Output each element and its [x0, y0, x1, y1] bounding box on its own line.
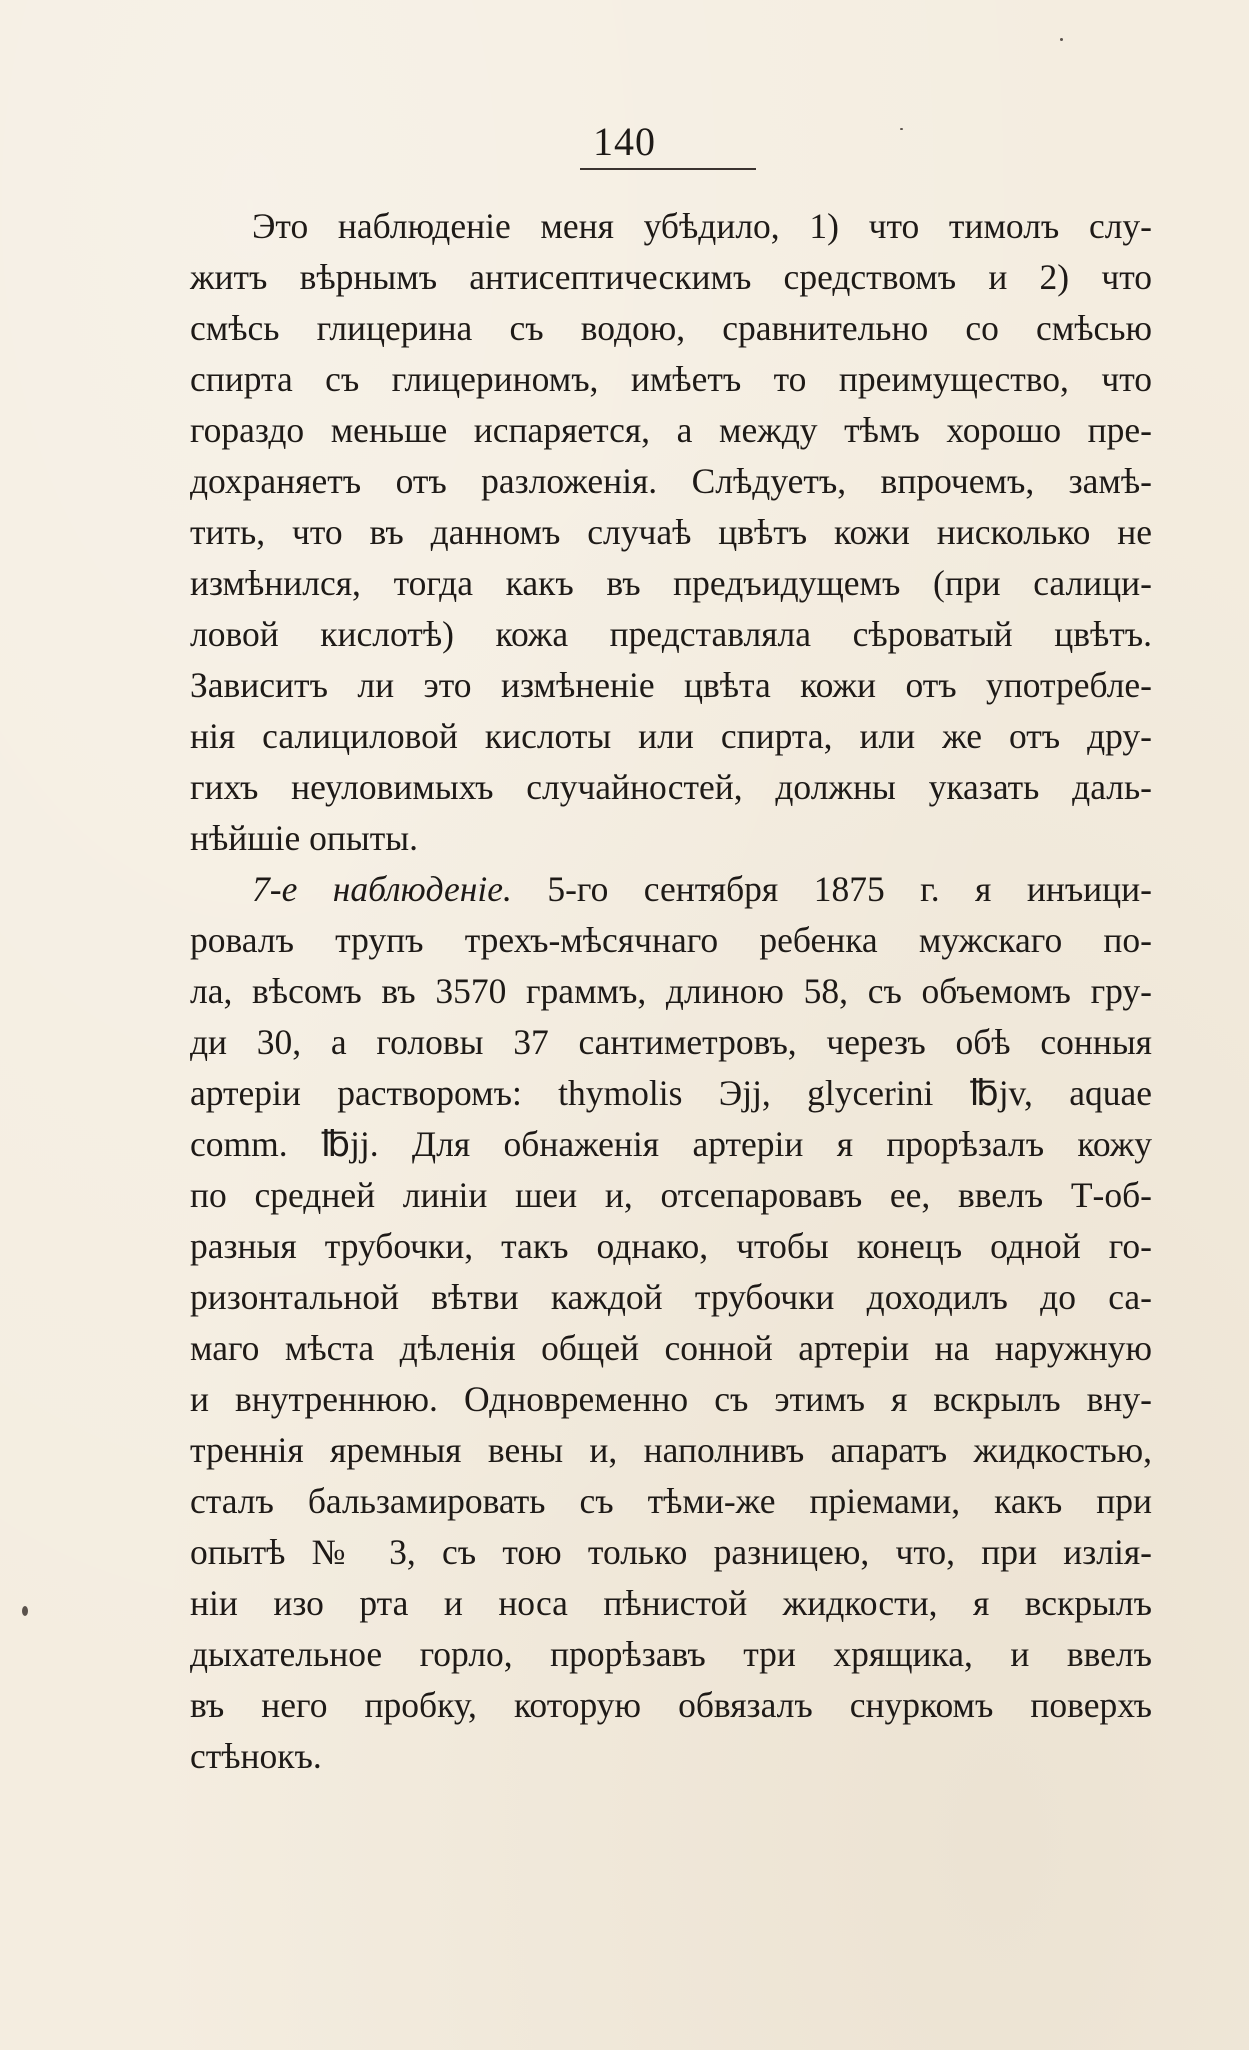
text-line: гихъ неуловимыхъ случайностей, должны указать даль- [190, 767, 1152, 807]
text-line: ризонтальной вѣтви каждой трубочки доходилъ до са- [190, 1277, 1152, 1317]
text-line: смѣсь глицерина съ водою, сравнительно со смѣсью [190, 308, 1152, 348]
text-line: въ него пробку, которую обвязалъ снуркомъ поверхъ [190, 1685, 1152, 1725]
text-line: стѣнокъ. [190, 1736, 322, 1776]
text-line: треннія яремныя вены и, наполнивъ апаратъ жидкостью, [190, 1430, 1152, 1470]
text-line: сталъ бальзамировать съ тѣми-же пріемами, какъ при [190, 1481, 1152, 1521]
text-line: тить, что въ данномъ случаѣ цвѣтъ кожи нисколько не [190, 512, 1152, 552]
text-line: нѣйшіе опыты. [190, 818, 418, 858]
text-line: comm. ℔jj. Для обнаженія артеріи я прорѣзалъ кожу [190, 1124, 1152, 1164]
text-line: спирта съ глицериномъ, имѣетъ то преимущество, что [190, 359, 1152, 399]
text-line: нія салициловой кислоты или спирта, или же отъ дру- [190, 716, 1152, 756]
text-line: маго мѣста дѣленія общей сонной артеріи на наружную [190, 1328, 1152, 1368]
observation-heading-line [190, 864, 1152, 915]
text-line: разныя трубочки, такъ однако, чтобы конецъ одной го- [190, 1226, 1152, 1266]
body-text [190, 201, 1152, 1782]
text-line: ла, вѣсомъ въ 3570 граммъ, длиною 58, съ объемомъ гру- [190, 971, 1152, 1011]
text-line: и внутреннюю. Одновременно съ этимъ я вскрылъ вну- [190, 1379, 1152, 1419]
text-line: ди 30, а головы 37 сантиметровъ, черезъ обѣ сонныя [190, 1022, 1152, 1062]
page-number: 140 [593, 119, 656, 164]
text-line: житъ вѣрнымъ антисептическимъ средствомъ и 2) что [190, 257, 1152, 297]
text-line: ровалъ трупъ трехъ-мѣсячнаго ребенка мужскаго по- [190, 920, 1152, 960]
text-line: по средней линіи шеи и, отсепаровавъ ее, ввелъ Т-об- [190, 1175, 1152, 1215]
paper-speck [22, 1606, 28, 1616]
text-line: Это наблюденіе меня убѣдило, 1) что тимолъ слу- [252, 206, 1152, 246]
text-line: измѣнился, тогда какъ въ предъидущемъ (при салици- [190, 563, 1152, 603]
text-line: дохраняетъ отъ разложенія. Слѣдуетъ, впрочемъ, замѣ- [190, 461, 1152, 501]
text-line: дыхательное горло, прорѣзавъ три хрящика, и ввелъ [190, 1634, 1152, 1674]
paper-speck [1060, 38, 1063, 41]
text-line: опытѣ № 3, съ тою только разницею, что, при излія- [190, 1532, 1152, 1572]
header-rule [580, 168, 756, 170]
paper-speck [900, 128, 903, 130]
text-line: артеріи растворомъ: thymolis Эjj, glycerini ℔jv, aquae [190, 1073, 1152, 1113]
heading-line-text: 5-го сентября 1875 г. я инъици- [547, 869, 1152, 909]
text-line: ловой кислотѣ) кожа представляла сѣроватый цвѣтъ. [190, 614, 1152, 654]
text-line: Зависитъ ли это измѣненіе цвѣта кожи отъ употребле- [190, 665, 1152, 705]
text-line: ніи изо рта и носа пѣнистой жидкости, я вскрылъ [190, 1583, 1152, 1623]
text-line: гораздо меньше испаряется, а между тѣмъ хорошо пре- [190, 410, 1152, 450]
observation-heading: 7-е наблюденіе. [252, 869, 512, 909]
